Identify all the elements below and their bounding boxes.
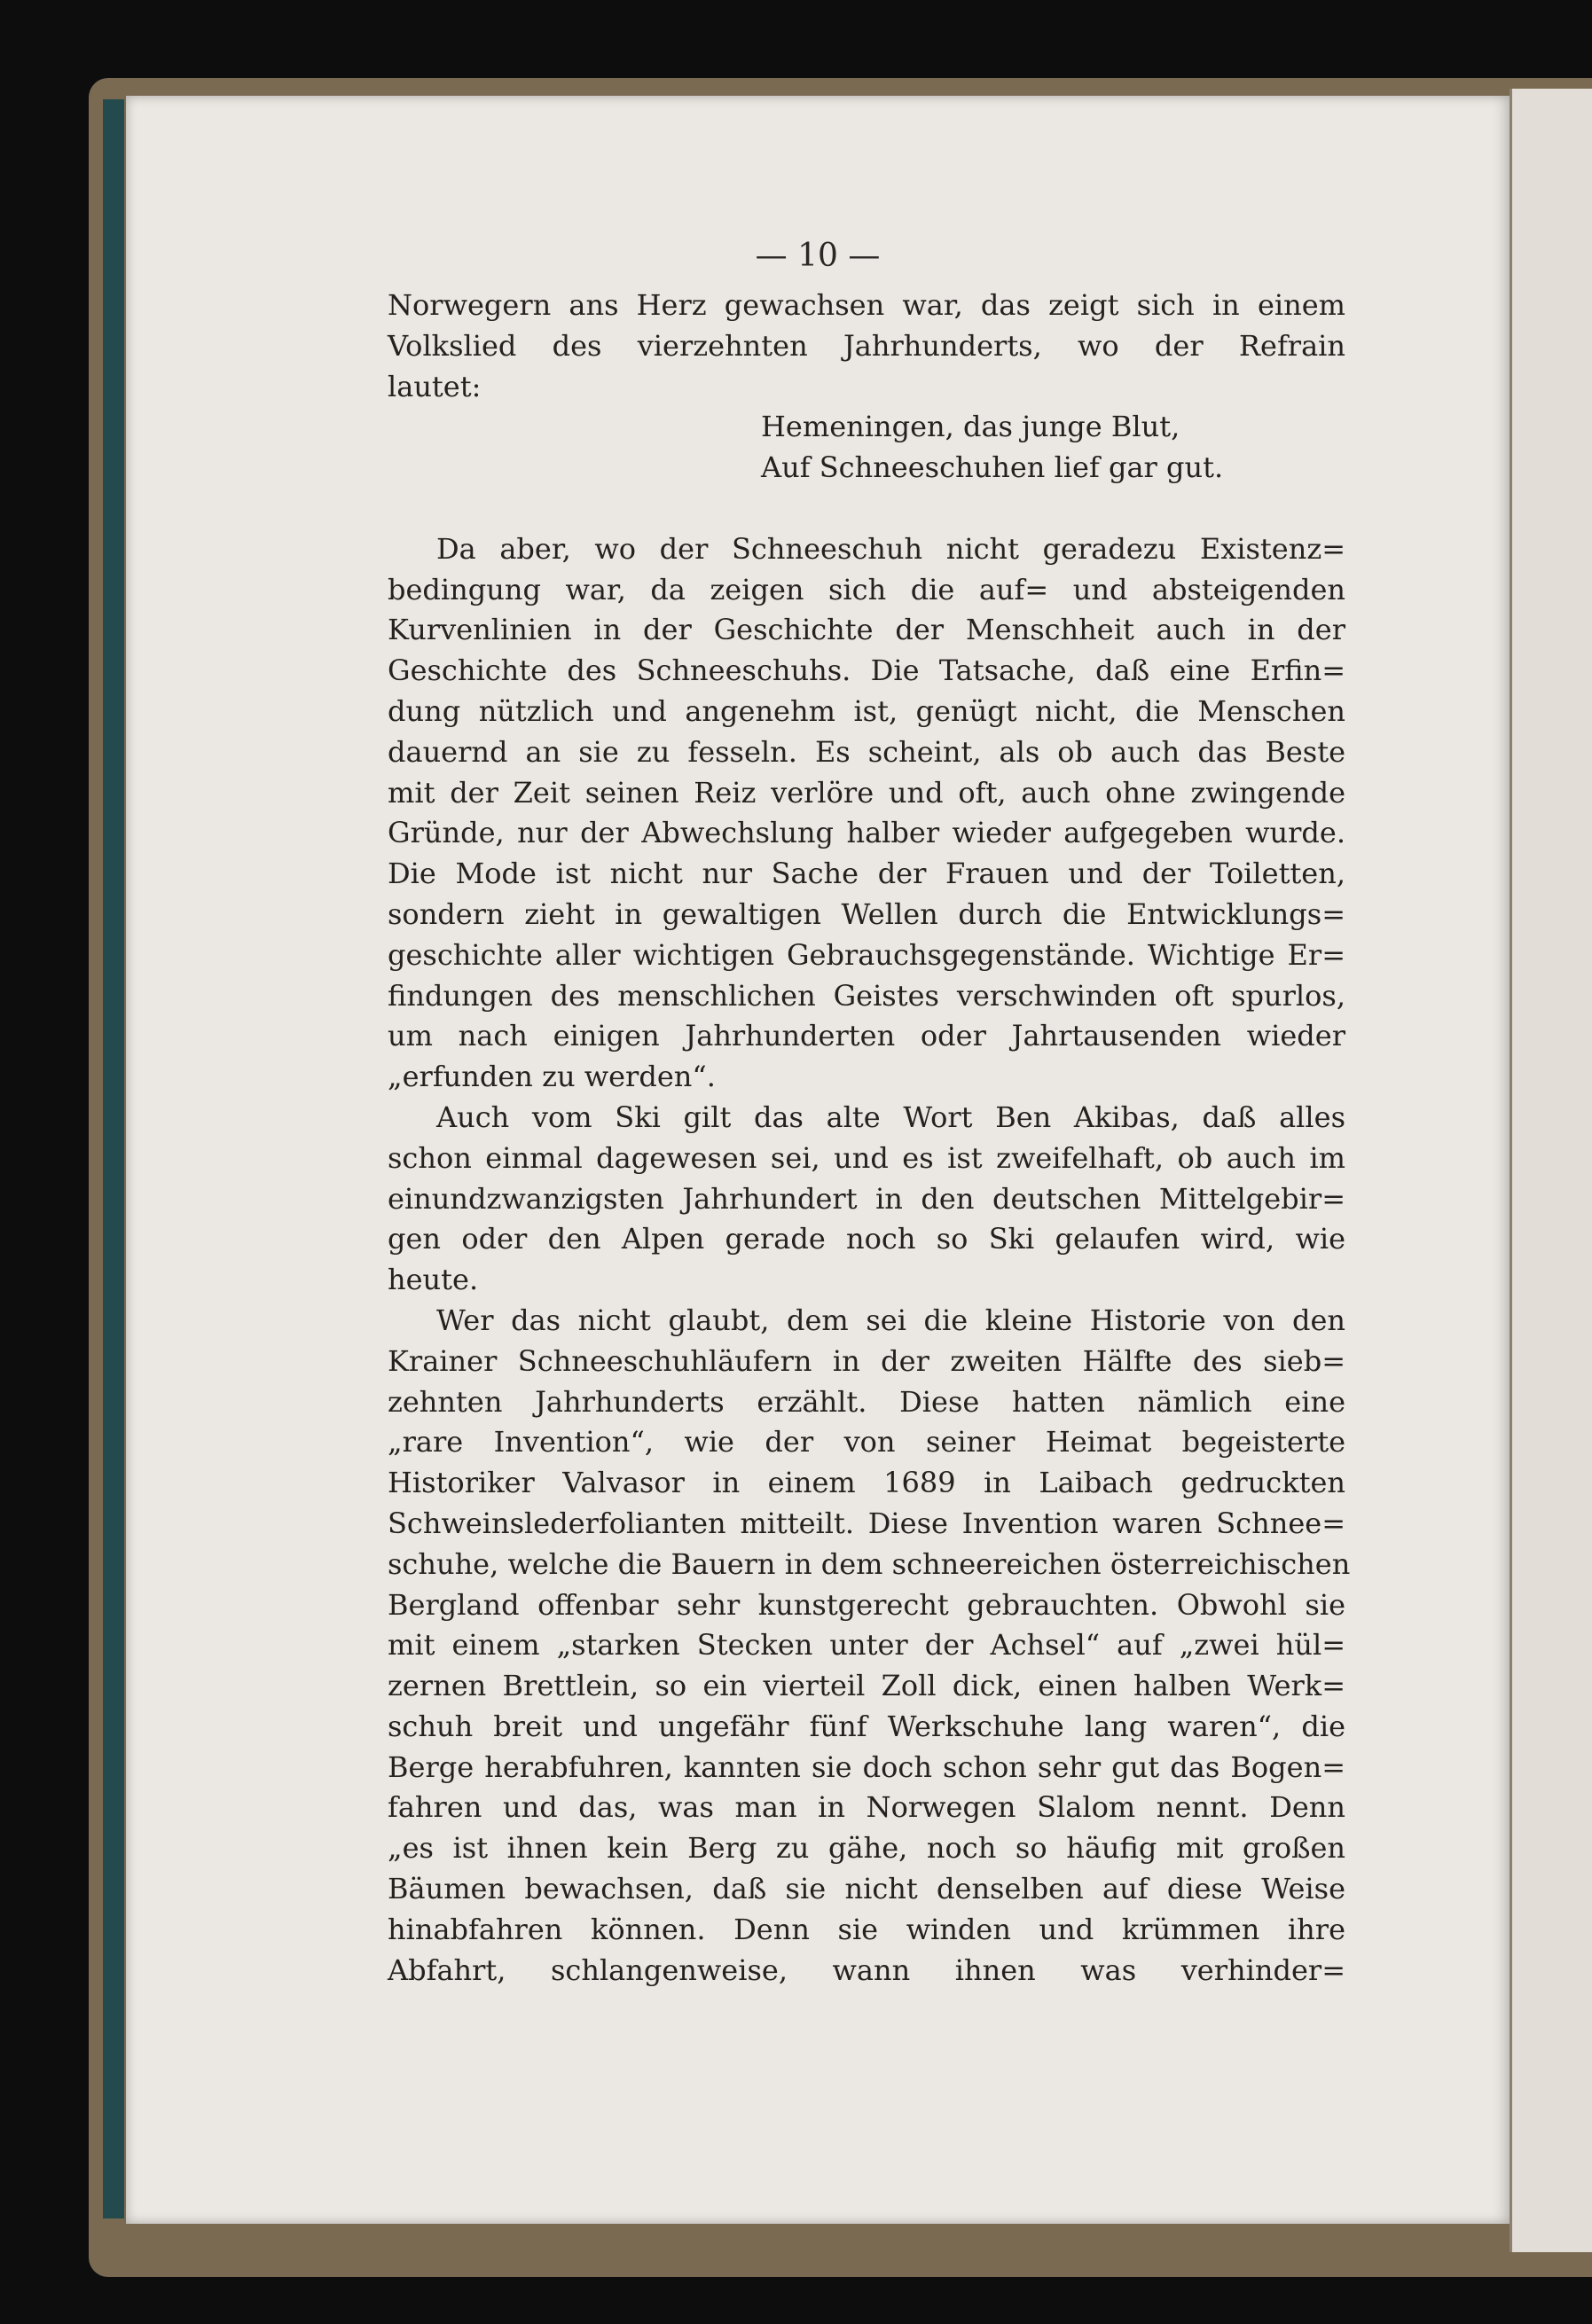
text-line: Gründe, nur der Abwechslung halber wieder aufgegeben wurde.: [388, 816, 1345, 850]
text-line: zernen Brettlein, so ein vierteil Zoll dick, einen halben Werk=: [388, 1669, 1345, 1703]
text-line: Auch vom Ski gilt das alte Wort Ben Akibas, daß alles: [436, 1099, 1345, 1134]
text-line: schuhe, welche die Bauern in dem schneereichen österreichischen: [388, 1546, 1351, 1581]
text-line: heute.: [388, 1263, 479, 1297]
text-line: Schweinslederfolianten mitteilt. Diese Invention waren Schnee=: [388, 1506, 1345, 1540]
text-line: geschichte aller wichtigen Gebrauchsgegenstände. Wichtige Er=: [388, 937, 1345, 972]
text-line: mit einem „starken Stecken unter der Achsel“ auf „zwei hül=: [388, 1628, 1345, 1663]
text-line: gen oder den Alpen gerade noch so Ski gelaufen wird, wie: [388, 1222, 1345, 1256]
verse-line: Hemeningen, das junge Blut,: [761, 410, 1180, 444]
text-line: zehnten Jahrhunderts erzählt. Diese hatten nämlich eine: [388, 1384, 1345, 1419]
text-line: „rare Invention“, wie der von seiner Heimat begeisterte: [388, 1425, 1345, 1459]
text-line: lautet:: [388, 369, 482, 403]
text-line: Die Mode ist nicht nur Sache der Frauen und der Toiletten,: [388, 857, 1345, 891]
text-line: sondern zieht in gewaltigen Wellen durch die Entwicklungs=: [388, 896, 1345, 931]
page-text-body: [388, 286, 1351, 1991]
verse-line: Auf Schneeschuhen lief gar gut.: [761, 450, 1224, 485]
text-line: Berge herabfuhren, kannten sie doch schon sehr gut das Bogen=: [388, 1749, 1345, 1784]
text-line: Norwegern ans Herz gewachsen war, das zeigt sich in einem: [388, 288, 1345, 322]
book-page: [126, 96, 1510, 2224]
text-line: schuh breit und ungefähr fünf Werkschuhe lang waren“, die: [388, 1709, 1345, 1743]
text-line: Geschichte des Schneeschuhs. Die Tatsache, daß eine Erfin=: [388, 653, 1345, 688]
text-line: „erfunden zu werden“.: [388, 1060, 716, 1094]
text-line: Volkslied des vierzehnten Jahrhunderts, wo der Refrain: [388, 328, 1345, 363]
text-line: Bergland offenbar sehr kunstgerecht gebrauchten. Obwohl sie: [388, 1587, 1345, 1622]
text-line: fahren und das, was man in Norwegen Slalom nennt. Denn: [388, 1790, 1345, 1825]
facing-page-edge: [1510, 89, 1592, 2252]
text-line: Kurvenlinien in der Geschichte der Menschheit auch in der: [388, 613, 1345, 647]
text-line: um nach einigen Jahrhunderten oder Jahrtausenden wieder: [388, 1019, 1345, 1053]
text-line: findungen des menschlichen Geistes verschwinden oft spurlos,: [388, 978, 1345, 1013]
text-line: Wer das nicht glaubt, dem sei die kleine Historie von den: [436, 1303, 1345, 1337]
text-line: dauernd an sie zu fesseln. Es scheint, als ob auch das Beste: [388, 734, 1345, 769]
text-line: einundzwanzigsten Jahrhundert in den deutschen Mittelgebir=: [388, 1181, 1345, 1216]
text-line: hinabfahren können. Denn sie winden und krümmen ihre: [388, 1912, 1345, 1946]
book-spine-strip: [103, 99, 124, 2218]
text-line: Historiker Valvasor in einem 1689 in Laibach gedruckten: [388, 1466, 1345, 1500]
text-line: Krainer Schneeschuhläufern in der zweiten Hälfte des sieb=: [388, 1343, 1345, 1378]
paragraph-gap: [388, 489, 1345, 529]
text-line: bedingung war, da zeigen sich die auf= und absteigenden: [388, 572, 1345, 606]
text-line: mit der Zeit seinen Reiz verlöre und oft, auch ohne zwingende: [388, 775, 1345, 810]
page-number: — 10 —: [755, 238, 881, 274]
text-line: Bäumen bewachsen, daß sie nicht denselben auf diese Weise: [388, 1872, 1345, 1906]
text-line: dung nützlich und angenehm ist, genügt nicht, die Menschen: [388, 693, 1345, 728]
text-line: schon einmal dagewesen sei, und es ist zweifelhaft, ob auch im: [388, 1140, 1345, 1175]
text-line: Da aber, wo der Schneeschuh nicht geradezu Existenz=: [436, 531, 1345, 566]
text-line: Abfahrt, schlangenweise, wann ihnen was verhinder=: [388, 1952, 1345, 1987]
text-line: „es ist ihnen kein Berg zu gähe, noch so häufig mit großen: [388, 1831, 1345, 1866]
